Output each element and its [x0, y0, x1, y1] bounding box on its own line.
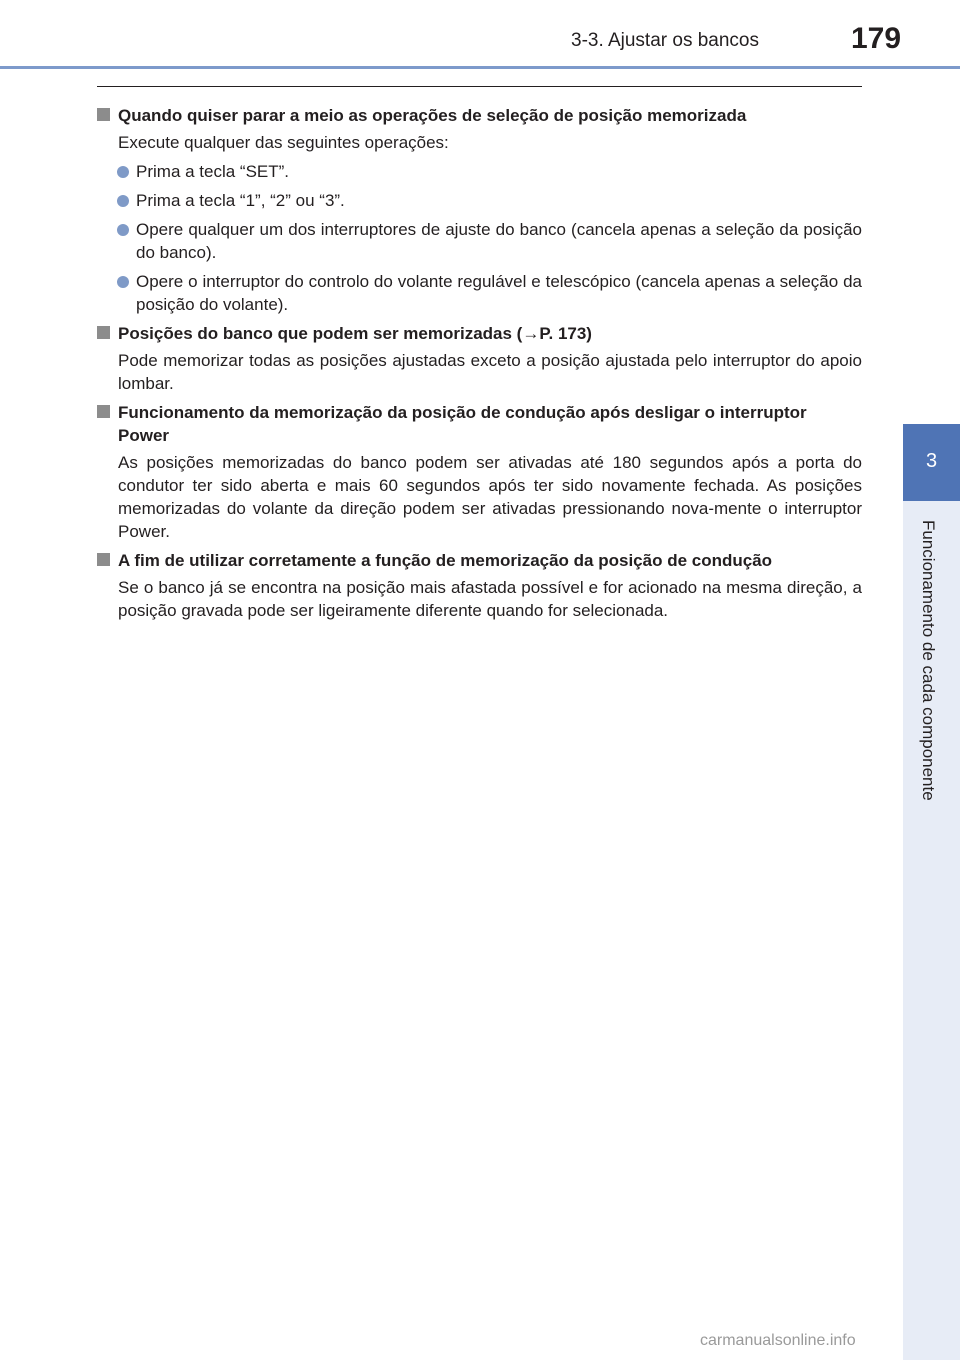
square-bullet-icon: [97, 405, 110, 418]
header-divider: [0, 66, 960, 69]
chapter-title: Funcionamento de cada componente: [919, 520, 938, 801]
section-heading-text: Funcionamento da memorização da posição de condução após desligar o interruptor Power: [118, 403, 807, 445]
section-stop-memory-recall: [97, 104, 862, 316]
header-section-title: 3-3. Ajustar os bancos: [571, 30, 759, 51]
square-bullet-icon: [97, 108, 110, 121]
page-number: 179: [851, 22, 902, 55]
section-body: As posições memorizadas do banco podem ser ativadas até 180 segundos após a porta do condutor ter sido aberta e mais 60 segundos após ter sido novamente fechada. As posições memorizadas do volante da direção podem ser ativadas pressionando nova-mente o interruptor Power.: [118, 453, 862, 541]
list-item: [97, 218, 862, 264]
section-heading: [97, 104, 862, 127]
list-item: [97, 270, 862, 316]
chapter-number: 3: [925, 450, 938, 472]
square-bullet-icon: [97, 553, 110, 566]
round-bullet-icon: [117, 195, 129, 207]
list-item-text: Opere o interruptor do controlo do volante regulável e telescópico (cancela apenas a seleção da posição do volante).: [136, 272, 862, 314]
list-item: [97, 160, 862, 183]
page-reference-link[interactable]: P. 173): [539, 324, 592, 343]
section-heading-text: A fim de utilizar corretamente a função de memorização da posição de condução: [118, 551, 773, 570]
section-heading-text: Posições do banco que podem ser memorizadas (: [118, 324, 523, 343]
section-correct-use: [97, 549, 862, 622]
section-body: Pode memorizar todas as posições ajustadas exceto a posição ajustada pelo interruptor do apoio lombar.: [118, 351, 862, 393]
list-item: [97, 189, 862, 212]
watermark: carmanualsonline.info: [700, 1332, 856, 1349]
square-bullet-icon: [97, 326, 110, 339]
chapter-tab: [903, 424, 960, 501]
section-heading: [97, 549, 862, 572]
section-intro: Execute qualquer das seguintes operações:: [118, 133, 449, 152]
round-bullet-icon: [117, 166, 129, 178]
section-heading-text: Quando quiser parar a meio as operações de seleção de posição memorizada: [118, 106, 747, 125]
section-memorizable-positions: [97, 322, 862, 395]
section-heading: [97, 401, 862, 447]
list-item-text: Prima a tecla “1”, “2” ou “3”.: [136, 191, 345, 210]
content-divider: [97, 86, 862, 87]
arrow-right-icon: →: [522, 324, 540, 343]
round-bullet-icon: [117, 276, 129, 288]
page-content: [97, 98, 862, 628]
section-heading: [97, 322, 862, 345]
list-item-text: Opere qualquer um dos interruptores de ajuste do banco (cancela apenas a seleção da posição do banco).: [136, 220, 862, 262]
list-item-text: Prima a tecla “SET”.: [136, 162, 290, 181]
section-memory-after-power-off: [97, 401, 862, 543]
section-body: Se o banco já se encontra na posição mais afastada possível e for acionado na mesma direção, a posição gravada pode ser ligeiramente diferente quando for selecionada.: [118, 578, 862, 620]
round-bullet-icon: [117, 224, 129, 236]
